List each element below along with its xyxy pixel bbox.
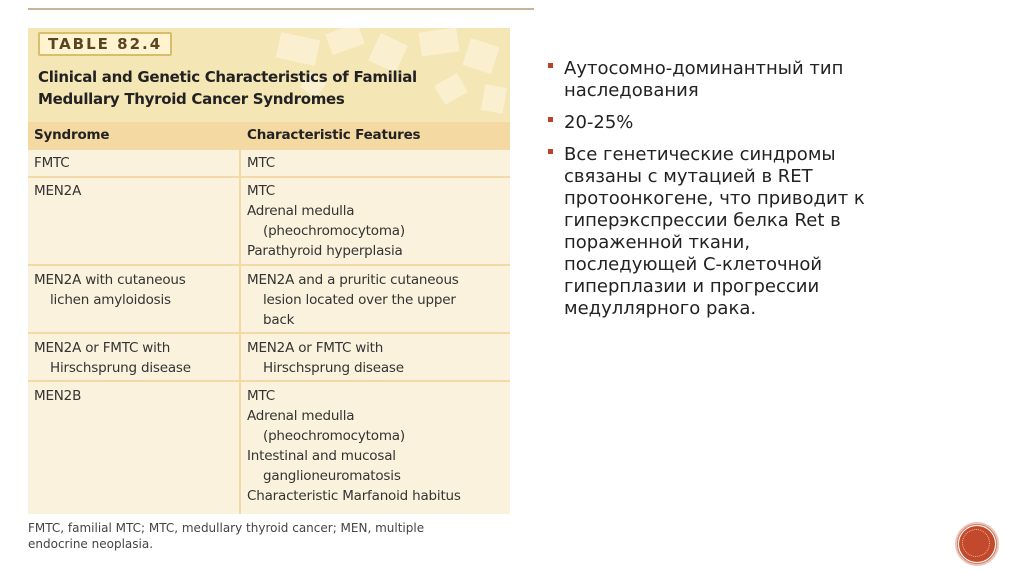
table-title [38, 66, 478, 110]
bullet-item [548, 112, 928, 134]
column-divider [239, 266, 241, 332]
features-cell [247, 338, 507, 378]
cell-line: Hirschsprung disease [263, 360, 404, 376]
bullet-item [548, 58, 928, 102]
table-row [28, 178, 510, 266]
bullet-marker-icon [548, 63, 553, 68]
cell-line: MTC [247, 388, 275, 404]
cell-line: Hirschsprung disease [50, 360, 191, 376]
table-number-tag: TABLE 82.4 [38, 32, 172, 56]
bullet-line: Все генетические синдромы [564, 144, 836, 165]
bullet-line: гиперэкспрессии белка Ret в [564, 210, 841, 231]
cell-line: Characteristic Marfanoid habitus [247, 488, 461, 504]
nav-circle-inner-ring [962, 529, 990, 557]
column-divider [239, 122, 241, 148]
table-row [28, 334, 510, 382]
table-title-line: Clinical and Genetic Characteristics of Familial [38, 68, 417, 86]
cell-line: lesion located over the upper [263, 292, 456, 308]
slide-nav-circle-icon[interactable] [955, 522, 999, 566]
table-footnote [28, 520, 498, 552]
syndrome-cell [34, 338, 234, 378]
cell-line: lichen amyloidosis [50, 292, 171, 308]
syndrome-cell [34, 153, 234, 173]
cell-line: Adrenal medulla [247, 203, 355, 219]
decorative-square [419, 28, 460, 57]
cell-line: MEN2B [34, 388, 82, 404]
syndrome-cell [34, 386, 234, 406]
cell-line: MEN2A or FMTC with [34, 340, 171, 356]
footnote-line: FMTC, familial MTC; MTC, medullary thyroid cancer; MEN, multiple [28, 521, 425, 535]
column-divider [239, 382, 241, 514]
cell-line: Intestinal and mucosal [247, 448, 396, 464]
cell-line: MTC [247, 155, 275, 171]
table-figure [28, 28, 510, 514]
table-row [28, 266, 510, 334]
bullet-line: медуллярного рака. [564, 298, 757, 319]
column-header-syndrome: Syndrome [34, 127, 110, 143]
cell-line: MEN2A [34, 183, 82, 199]
cell-line: MEN2A or FMTC with [247, 340, 384, 356]
features-cell [247, 386, 507, 506]
cell-line: (pheochromocytoma) [263, 223, 405, 239]
syndrome-cell [34, 181, 234, 201]
cell-line: Parathyroid hyperplasia [247, 243, 403, 259]
column-divider [239, 150, 241, 176]
bullet-line: протоонкогене, что приводит к [564, 188, 865, 209]
bullet-line: 20-25% [564, 112, 634, 133]
bullet-line: пораженной ткани, [564, 232, 751, 253]
features-cell [247, 270, 507, 330]
column-divider [239, 178, 241, 264]
syndrome-table [28, 122, 510, 514]
table-row [28, 150, 510, 178]
cell-line: FMTC [34, 155, 70, 171]
decorative-square [276, 32, 321, 66]
table-header-row [28, 122, 510, 150]
bullet-item [548, 144, 928, 320]
cell-line: MEN2A with cutaneous [34, 272, 186, 288]
footnote-line: endocrine neoplasia. [28, 537, 154, 551]
bullet-list [548, 58, 928, 330]
cell-line: back [263, 312, 295, 328]
cell-line: Adrenal medulla [247, 408, 355, 424]
cell-line: (pheochromocytoma) [263, 428, 405, 444]
bullet-marker-icon [548, 149, 553, 154]
bullet-marker-icon [548, 117, 553, 122]
features-cell [247, 181, 507, 261]
cell-line: ganglioneuromatosis [263, 468, 401, 484]
cell-line: MEN2A and a pruritic cutaneous [247, 272, 459, 288]
syndrome-cell [34, 270, 234, 310]
cell-line: MTC [247, 183, 275, 199]
table-header-banner [28, 28, 510, 122]
bullet-line: Аутосомно-доминантный тип [564, 58, 844, 79]
bullet-line: гиперплазии и прогрессии [564, 276, 820, 297]
features-cell [247, 153, 507, 173]
bullet-line: наследования [564, 80, 699, 101]
table-row [28, 382, 510, 514]
bullet-line: связаны с мутацией в RET [564, 166, 813, 187]
decorative-square [325, 28, 364, 55]
bullet-line: последующей С-клеточной [564, 254, 823, 275]
decorative-square [481, 84, 507, 113]
column-divider [239, 334, 241, 380]
table-title-line: Medullary Thyroid Cancer Syndromes [38, 90, 345, 108]
top-divider [28, 8, 534, 10]
column-header-features: Characteristic Features [247, 127, 421, 143]
